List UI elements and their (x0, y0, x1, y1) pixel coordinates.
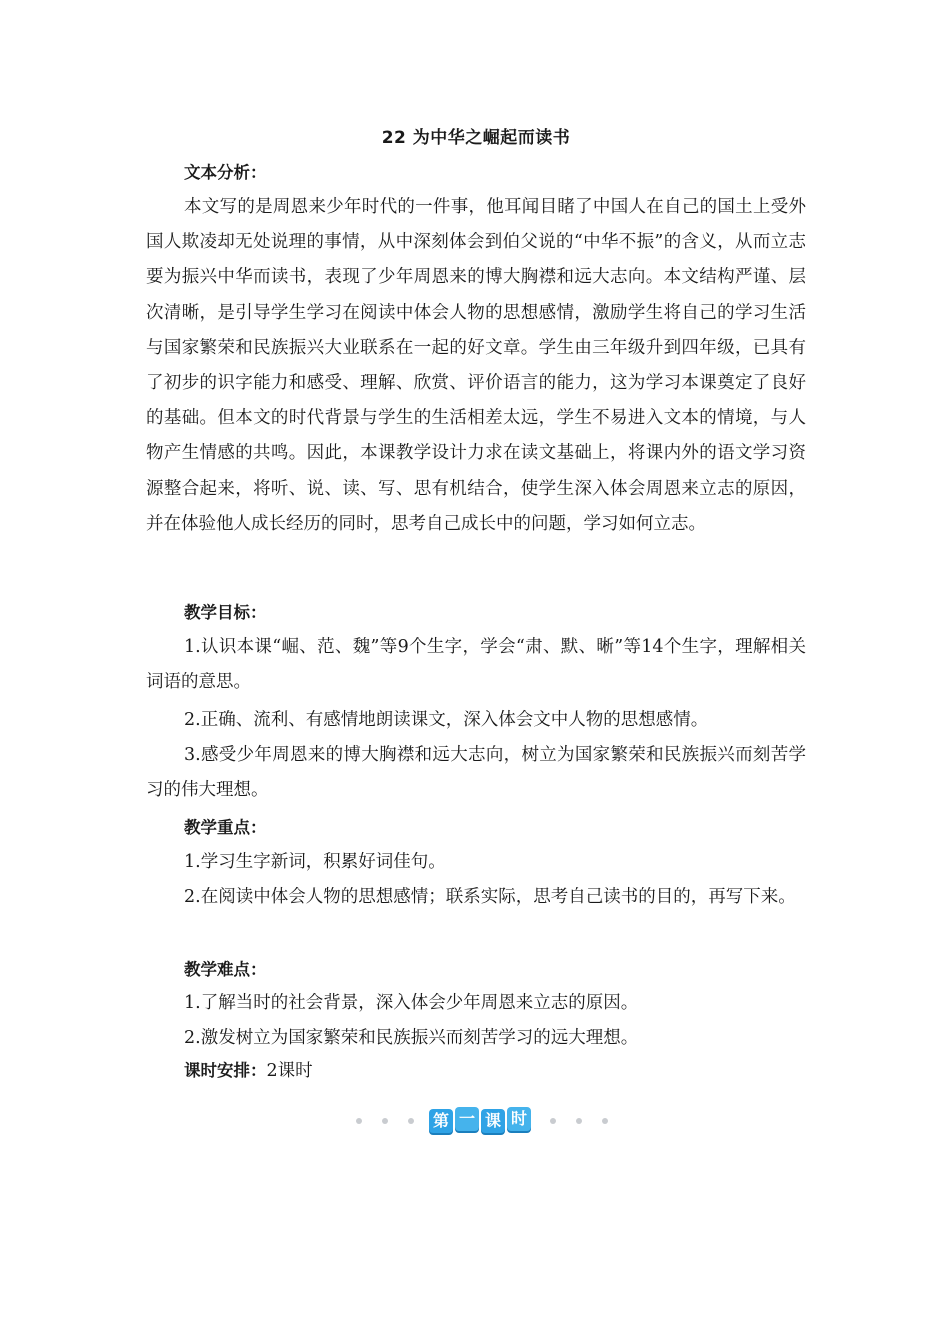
session-badge-char: 课 (481, 1109, 505, 1133)
session-badge-char: 时 (507, 1107, 531, 1131)
heading-key-points: 教学重点： (184, 818, 267, 837)
session-badge-char: 一 (455, 1107, 479, 1131)
decorative-dot (408, 1118, 414, 1124)
schedule-value: 2课时 (266, 1061, 313, 1081)
decorative-dot (550, 1118, 556, 1124)
decorative-dot (576, 1118, 582, 1124)
difficulty-item-2: 2.激发树立为国家繁荣和民族振兴而刻苦学习的远大理想。 (184, 1028, 639, 1048)
decorative-dot (356, 1118, 362, 1124)
objective-item-1: 1.认识本课“崛、范、魏”等9个生字，学会“肃、默、晰”等14个生字，理解相关词语的意思。 (146, 637, 806, 693)
heading-teaching-objectives: 教学目标： (184, 603, 267, 622)
schedule-line (184, 1058, 313, 1084)
objective-item-3: 3.感受少年周恩来的博大胸襟和远大志向，树立为国家繁荣和民族振兴而刻苦学习的伟大理想。 (146, 745, 806, 801)
heading-difficulties: 教学难点： (184, 960, 267, 979)
session-badge (428, 1106, 532, 1136)
decorative-dot (382, 1118, 388, 1124)
heading-text-analysis: 文本分析： (184, 163, 267, 182)
difficulty-item-1: 1.了解当时的社会背景，深入体会少年周恩来立志的原因。 (184, 993, 639, 1013)
session-banner (348, 1104, 612, 1138)
document-title: 22 为中华之崛起而读书 (381, 128, 571, 148)
objective-item-2: 2.正确、流利、有感情地朗读课文，深入体会文中人物的思想感情。 (184, 710, 709, 730)
session-badge-char: 第 (429, 1109, 453, 1133)
schedule-label: 课时安排： (184, 1061, 267, 1080)
key-point-item-2: 2.在阅读中体会人物的思想感情；联系实际，思考自己读书的目的，再写下来。 (184, 887, 796, 907)
decorative-dot (602, 1118, 608, 1124)
analysis-paragraph: 本文写的是周恩来少年时代的一件事，他耳闻目睹了中国人在自己的国土上受外国人欺凌却无处说理的事情，从中深刻体会到伯父说的“中华不振”的含义，从而立志要为振兴中华而读书，表现了少年周恩来的博大胸襟和远大志向。本文结构严谨、层次清晰，是引导学生学习在阅读中体会人物的思想感情，激励学生将自己的学习生活与国家繁荣和民族振兴大业联系在一起的好文章。学生由三年级升到四年级，已具有了初步的识字能力和感受、理解、欣赏、评价语言的能力，这为学习本课奠定了良好的基础。但本文的时代背景与学生的生活相差太远，学生不易进入文本的情境，与人物产生情感的共鸣。因此，本课教学设计力求在读文基础上，将课内外的语文学习资源整合起来，将听、说、读、写、思有机结合，使学生深入体会周恩来立志的原因，并在体验他人成长经历的同时，思考自己成长中的问题，学习如何立志。 (146, 197, 806, 534)
key-point-item-1: 1.学习生字新词，积累好词佳句。 (184, 852, 446, 872)
